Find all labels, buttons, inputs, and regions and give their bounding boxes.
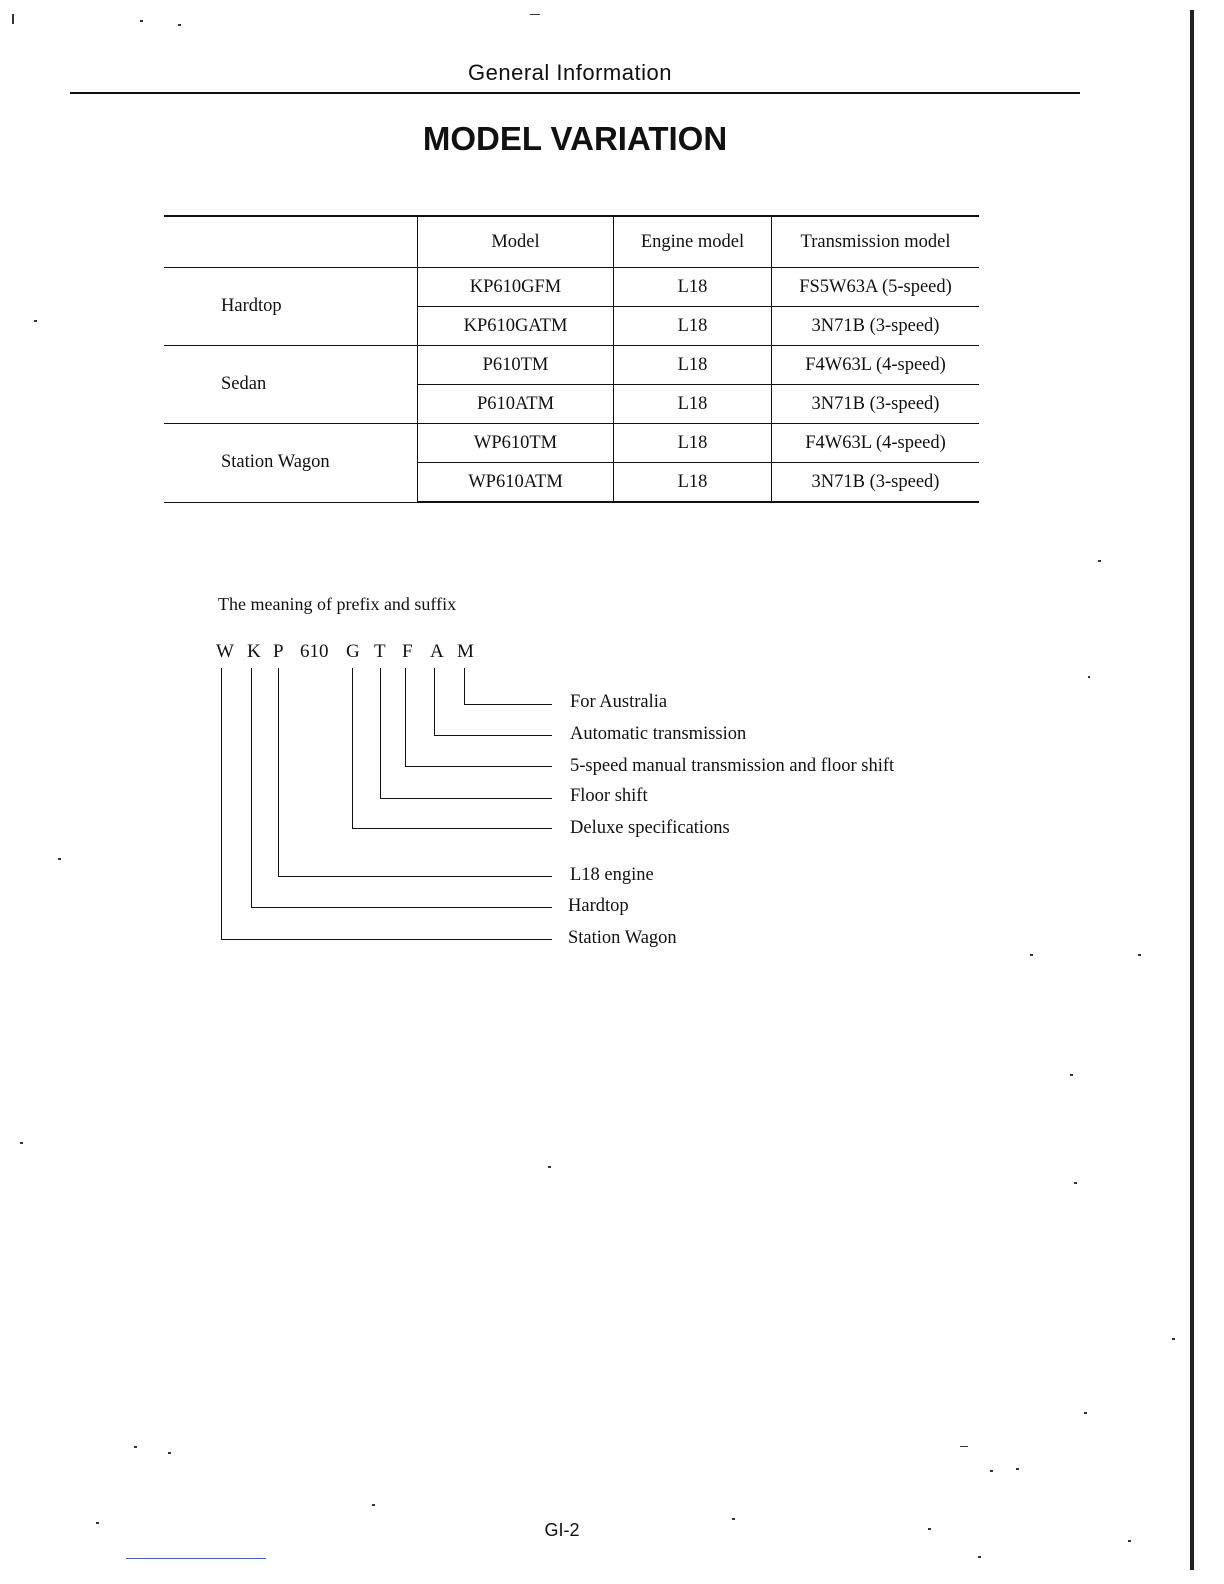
code-letter-m: M bbox=[457, 641, 474, 662]
table-row bbox=[164, 346, 979, 385]
table-row bbox=[164, 268, 979, 307]
leader-line-g bbox=[352, 668, 353, 829]
scan-speck bbox=[732, 1518, 735, 1520]
model-code-breakdown bbox=[216, 641, 516, 667]
scan-speck bbox=[1128, 1540, 1131, 1542]
leader-line-w bbox=[221, 668, 222, 940]
table-row bbox=[164, 424, 979, 463]
scan-speck bbox=[20, 1142, 23, 1144]
scan-speck bbox=[548, 1166, 551, 1168]
leader-line-k bbox=[251, 668, 252, 908]
leader-run-t bbox=[380, 798, 552, 799]
code-letter-p: P bbox=[273, 641, 284, 662]
engine-cell: L18 bbox=[614, 268, 772, 307]
model-cell: P610TM bbox=[418, 346, 614, 385]
scan-speck bbox=[96, 1522, 99, 1524]
engine-cell: L18 bbox=[614, 463, 772, 503]
code-letter-w: W bbox=[216, 641, 234, 662]
leader-run-k bbox=[251, 907, 552, 908]
table-header-row bbox=[164, 216, 979, 268]
code-letter-a: A bbox=[430, 641, 444, 662]
engine-cell: L18 bbox=[614, 346, 772, 385]
scan-speck bbox=[140, 20, 143, 22]
running-header: General Information bbox=[468, 60, 672, 85]
scan-edge-shadow bbox=[1190, 10, 1194, 1570]
label-floor-shift: Floor shift bbox=[570, 786, 648, 806]
scan-speck bbox=[1084, 1412, 1087, 1414]
model-cell: WP610TM bbox=[418, 424, 614, 463]
page-title: MODEL VARIATION bbox=[422, 120, 728, 157]
leader-line-a bbox=[434, 668, 435, 736]
group-label-hardtop: Hardtop bbox=[164, 268, 418, 346]
leader-line-f bbox=[405, 668, 406, 767]
scan-speck bbox=[12, 14, 14, 24]
transmission-cell: 3N71B (3-speed) bbox=[772, 385, 980, 424]
transmission-cell: 3N71B (3-speed) bbox=[772, 307, 980, 346]
scan-speck bbox=[1070, 1074, 1073, 1076]
label-l18-engine: L18 engine bbox=[570, 865, 654, 885]
scan-speck bbox=[1098, 560, 1101, 562]
header-rule bbox=[70, 92, 1080, 94]
scan-speck bbox=[1074, 1182, 1077, 1184]
transmission-cell: 3N71B (3-speed) bbox=[772, 463, 980, 503]
scan-speck bbox=[990, 1470, 993, 1472]
scan-speck bbox=[960, 1446, 968, 1447]
model-variation-table bbox=[164, 215, 979, 503]
scan-speck bbox=[1030, 954, 1033, 956]
group-label-sedan: Sedan bbox=[164, 346, 418, 424]
code-letter-k: K bbox=[247, 641, 261, 662]
model-cell: WP610ATM bbox=[418, 463, 614, 503]
leader-run-w bbox=[221, 939, 552, 940]
column-header-transmission: Transmission model bbox=[772, 216, 980, 268]
leader-run-a bbox=[434, 735, 552, 736]
leader-run-g bbox=[352, 828, 552, 829]
group-label-station-wagon: Station Wagon bbox=[164, 424, 418, 503]
column-header-model: Model bbox=[418, 216, 614, 268]
column-header-engine: Engine model bbox=[614, 216, 772, 268]
scan-speck bbox=[928, 1528, 931, 1530]
label-hardtop: Hardtop bbox=[568, 896, 629, 916]
transmission-cell: F4W63L (4-speed) bbox=[772, 346, 980, 385]
code-number-610: 610 bbox=[300, 641, 329, 662]
model-cell: P610ATM bbox=[418, 385, 614, 424]
page-number: GI-2 bbox=[544, 1520, 580, 1540]
scan-speck bbox=[530, 14, 540, 15]
scan-speck bbox=[1138, 954, 1141, 956]
label-5-speed-manual: 5-speed manual transmission and floor shift bbox=[570, 756, 895, 776]
transmission-cell: FS5W63A (5-speed) bbox=[772, 268, 980, 307]
scan-speck bbox=[34, 320, 37, 322]
scan-speck bbox=[372, 1504, 375, 1506]
model-cell: KP610GFM bbox=[418, 268, 614, 307]
leader-line-p bbox=[278, 668, 279, 877]
scan-speck bbox=[1172, 1338, 1175, 1340]
scan-speck bbox=[1088, 676, 1090, 678]
label-for-australia: For Australia bbox=[570, 692, 668, 712]
model-cell: KP610GATM bbox=[418, 307, 614, 346]
column-header-group bbox=[164, 216, 418, 268]
scan-speck bbox=[178, 24, 181, 26]
code-letter-f: F bbox=[402, 641, 413, 662]
leader-run-p bbox=[278, 876, 552, 877]
scan-speck bbox=[168, 1452, 171, 1454]
scan-speck bbox=[58, 858, 61, 860]
engine-cell: L18 bbox=[614, 385, 772, 424]
scan-speck bbox=[1016, 1468, 1019, 1470]
engine-cell: L18 bbox=[614, 424, 772, 463]
scan-speck bbox=[978, 1556, 981, 1558]
leader-run-m bbox=[464, 704, 552, 705]
code-letter-t: T bbox=[374, 641, 386, 662]
engine-cell: L18 bbox=[614, 307, 772, 346]
label-station-wagon: Station Wagon bbox=[568, 928, 677, 948]
label-automatic-transmission: Automatic transmission bbox=[570, 724, 747, 744]
prefix-suffix-heading: The meaning of prefix and suffix bbox=[218, 594, 457, 614]
scan-underline-artifact bbox=[126, 1558, 266, 1559]
code-letter-g: G bbox=[346, 641, 360, 662]
transmission-cell: F4W63L (4-speed) bbox=[772, 424, 980, 463]
leader-line-m bbox=[464, 668, 465, 705]
label-deluxe-specifications: Deluxe specifications bbox=[570, 818, 730, 838]
scan-speck bbox=[134, 1446, 137, 1448]
leader-line-t bbox=[380, 668, 381, 799]
leader-run-f bbox=[405, 766, 552, 767]
